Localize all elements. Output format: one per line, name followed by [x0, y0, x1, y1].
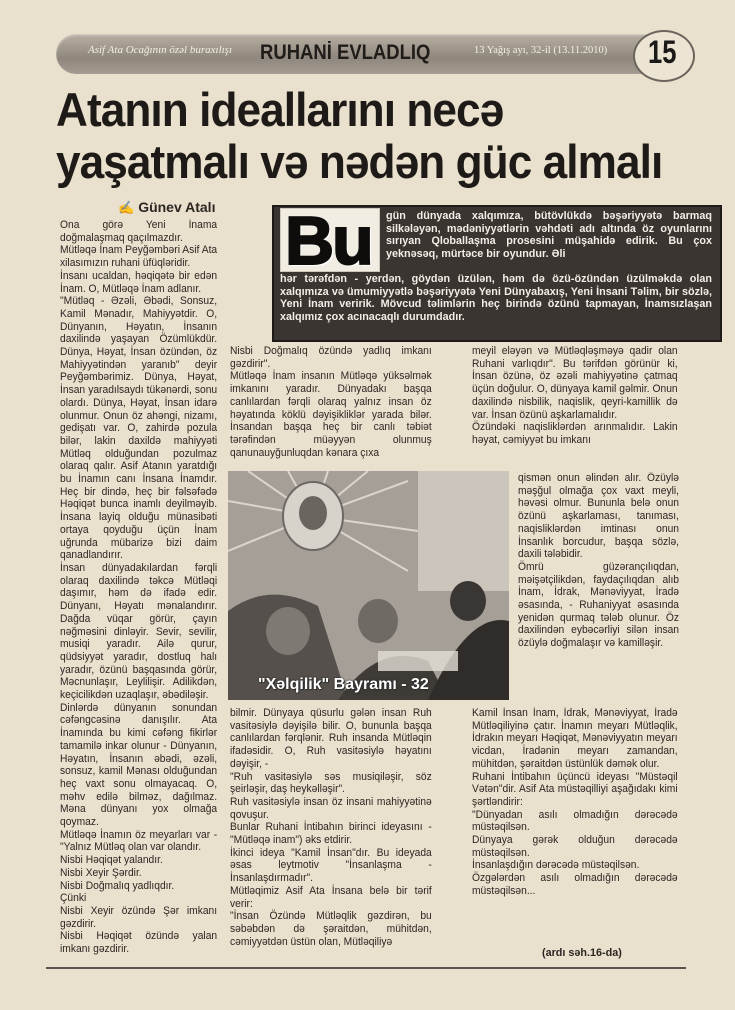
- event-photo: [228, 471, 509, 700]
- continued-note: (ardı səh.16-da): [542, 947, 622, 959]
- byline: [118, 199, 215, 216]
- headline-line-1: Atanın ideallarını necə: [56, 83, 504, 136]
- pen-icon: ✍: [118, 200, 135, 215]
- lead-text-top: gün dünyada xalqımıza, bütövlükdə bəşəriyyətə barmaq silkələyən, mədəniyyətlərin vəhdəti adı altında öz oyunlarını sırıyan Qloballaşma prosesini müşahidə edirik. Bu çox yeknəsəq, mürtəce bir oyundur. Əli: [386, 210, 712, 261]
- photo-caption: "Xəlqilik" Bayramı - 32: [258, 676, 429, 693]
- header-section-title: RUHANİ EVLADLIQ: [260, 41, 431, 64]
- page-number: 15: [648, 34, 677, 70]
- photo-illustration: [228, 471, 509, 700]
- article-column-3-bottom: Kamil İnsan İnam, İdrak, Mənəviyyat, İradə Mütləqiliyinə çatır. İnamın meyarı Mütləqlik, İdrakın meyarı Həqiqət, Mənəviyyatın meyarı vicdan, İradənin meyarı zamandan, mühitdən, şəraitdən üstünlük dəmək olur. Ruhani İntibahın üçüncü ideyası "Müstəqil Vətən"dir. Asif Ata müstəqilliyi aşağıdakı kimi şərtləndirir: "Dünyadan asılı olmadığın dərəcədə müstəqilsən. Dünyaya gərək olduğun dərəcədə müstəqilsən. İnsanlaşdığın dərəcədə müstəqilsən. Özgələrdən asılı olmadığın dərəcədə müstəqilsən...: [472, 707, 678, 897]
- article-column-2-top: Nisbi Doğmalıq özündə yadlıq imkanı gəzdirir". Mütləqə İnam insanın Mütləqə yüksəlmək imkanını yaradır. Dünyadakı başqa canlılardan fərqli olaraq yalnız insan öz həyatında köklü dəyişikliklər yarada bilər. İnsandan başqa heç bir canlı təbiət tərəfindən müəyyən olunmuş qanunauyğunluqdan kənara çıxa: [230, 345, 432, 459]
- article-headline: [56, 83, 663, 188]
- drop-cap: [280, 203, 380, 279]
- lead-text-bottom: hər tərəfdən - yerdən, göydən üzülən, həm də özü-özündən üzülməkdə olan xalqımıza və ümumiyyətlə bəşəriyyətə Yeni Dünyabaxış, Yeni İnsani Təlim, bir sözlə, Yeni İnam veririk. Mövcud təlimlərin heç birində özünü tapmayan, İnamsızlaşan xalqımız çox acınacaqlı durumdadır.: [280, 273, 712, 324]
- article-column-2-bottom: bilmir. Dünyaya qüsurlu gələn insan Ruh vasitəsiylə dəyişilə bilir. O, bununla başqa canlılardan fərqlənir. Ruh insanda Mütləqin ifadəsidir. O, Ruh vasitəsiylə həyatını dəyişir, - "Ruh vasitəsiylə səs musiqiləşir, söz şeirləşir, daş heykəlləşir". Ruh vasitəsiylə insan öz insani mahiyyətinə qovuşur. Bunlar Ruhani İntibahın birinci ideyasını - "Mütləqə inam") əks etdirir. İkinci ideya "Kamil İnsan"dır. Bu ideyada əsas leytmotiv "İnsanlaşma - İnsanlaşdırmadır". Mütləqimiz Asif Ata İnsana belə bir tərif verir: "İnsan Özündə Mütləqlik gəzdirən, bu səbəbdən də şəraitdən, mühitdən, cəmiyyətdən üstün olan, Mütləqiliyə: [230, 707, 432, 948]
- header-date: 13 Yağış ayı, 32-il (13.11.2010): [474, 45, 608, 56]
- headline-line-2: yaşatmalı və nədən güc almalı: [56, 135, 663, 188]
- bottom-rule: [46, 967, 686, 969]
- author-name: Günev Atalı: [138, 199, 216, 215]
- drop-cap-letters: Bu: [285, 203, 372, 279]
- article-column-3-mid: qismən onun əlindən alır. Özüylə məşğul olmağa çox vaxt meyli, həvəsi olmur. Bununla belə onun özünü aşkarlaması, tanıması, naqisliklərdən imtinası onun İnsanlık borcudur, başqa sözlə, daxili tələbidir. Ömrü güzərançılıqdan, məişətçilikdən, faydaçılıqdan alıb İnam, İdrak, Mənəviyyat, İradə əsasında, - Ruhaniyyat əsasında yenidən qurmaq tələb olunur. Öz daxilindən eybəcərliyi silən insan özüylə doğmalaşır və kamilləşir.: [518, 472, 680, 650]
- article-column-3-top: meyil eləyən və Mütləqləşməyə qadir olan Ruhani varlıqdır". Bu tərifdən görünür ki, İnsan özünə, öz əzəli mahiyyətinə çatmaq üçün doğulur. O, dünyaya kamil gəlmir. Onun daxilində nisbilik, naqislik, qeyri-kamillik də var. İnsan özünü aşkarlamalıdır. Özündəki naqisliklərdən arınmalıdır. Lakin həyat, cəmiyyət bu imkanı: [472, 345, 678, 446]
- header-publication-note: Asif Ata Ocağının özəl buraxılışı: [88, 44, 233, 56]
- article-column-1: Ona görə Yeni İnama doğmalaşmaq qaçılmazdır. Mütləqə İnam Peyğəmbəri Asif Ata xilasımızın ruhani üfüqləridir. İnsanı ucaldan, həqiqətə bir edən İnam. O, Mütləqə İnam adlanır. "Mütləq - Əzəli, Əbədi, Sonsuz, Kamil Mənadır, Mahiyyətdir. O, Dünyanın, Həyatın, İnsanın daxilində yaşayan Özümlükdür. Dünya, Həyat, İnsan özündən, öz Mahiyyətindən yaranıb" deyir Peyğəmbərimiz. Dünya, Həyat, İnsan yaradılsaydı tükənərdi, sonu olardı. Dünya, Həyat, İnsan idarə olunmur. Onun öz ahəngi, nizamı, gedişatı var. O, zahirdə pozula bilər, lakin daxildə mahiyyəti Mütləq olduğundan pozulmaz olaraq qalır. Asif Atanın yaratdığı bu İnamın canı İnsana İnamdır. Heç bir dində, heç bir fəlsəfədə Həqiqət bunca inamlı deyilməyib. İnsana layiq olduğu münasibəti ortaya qoyduğu üçün İnam uğrunda mübarizə bizi daim qanadlandırır. İnsan dünyadakılardan fərqli olaraq daxilində təkcə Mütləqi daşımır, həm də ifadə edir. Dünyanı, Həyatı mənalandırır. Dağda vüqar görür, çayın nəğməsini dinləyir. Sevir, sevilir, musiqi yaradır. Ailə qurur, qüdsiyyət yaradır, dostluq halı yaradır, özünü başqasında görür, Məcnunlaşır, Leylilişir. Adilikdən, keçicilikdən uzaqlaşır, əbədiləşir. Dinlərdə dünyanın sonundan cəfəngcəsinə danışılır. Ata İnamında bu kimi cəfəng fikirlər tamamilə inkar olunur - Dünyanın, Həyatın, İnsanın əbədi, əzəli, sonsuz, kamil Mənası olduğundan heç vaxt sonu olmayacaq. O, məhv edilə bilməz, dağılmaz. Məna dünyanı yox olmağa qoymaz. Mütləqə İnamın öz meyarları var - "Yalnız Mütləq olan var olandır. Nisbi Həqiqət yalandır. Nisbi Xeyir Şərdir. Nisbi Doğmalıq yadlıqdır. Çünki Nisbi Xeyir özündə Şər imkanı gəzdirir. Nisbi Həqiqət özündə yalan imkanı gəzdirir.: [60, 219, 218, 956]
